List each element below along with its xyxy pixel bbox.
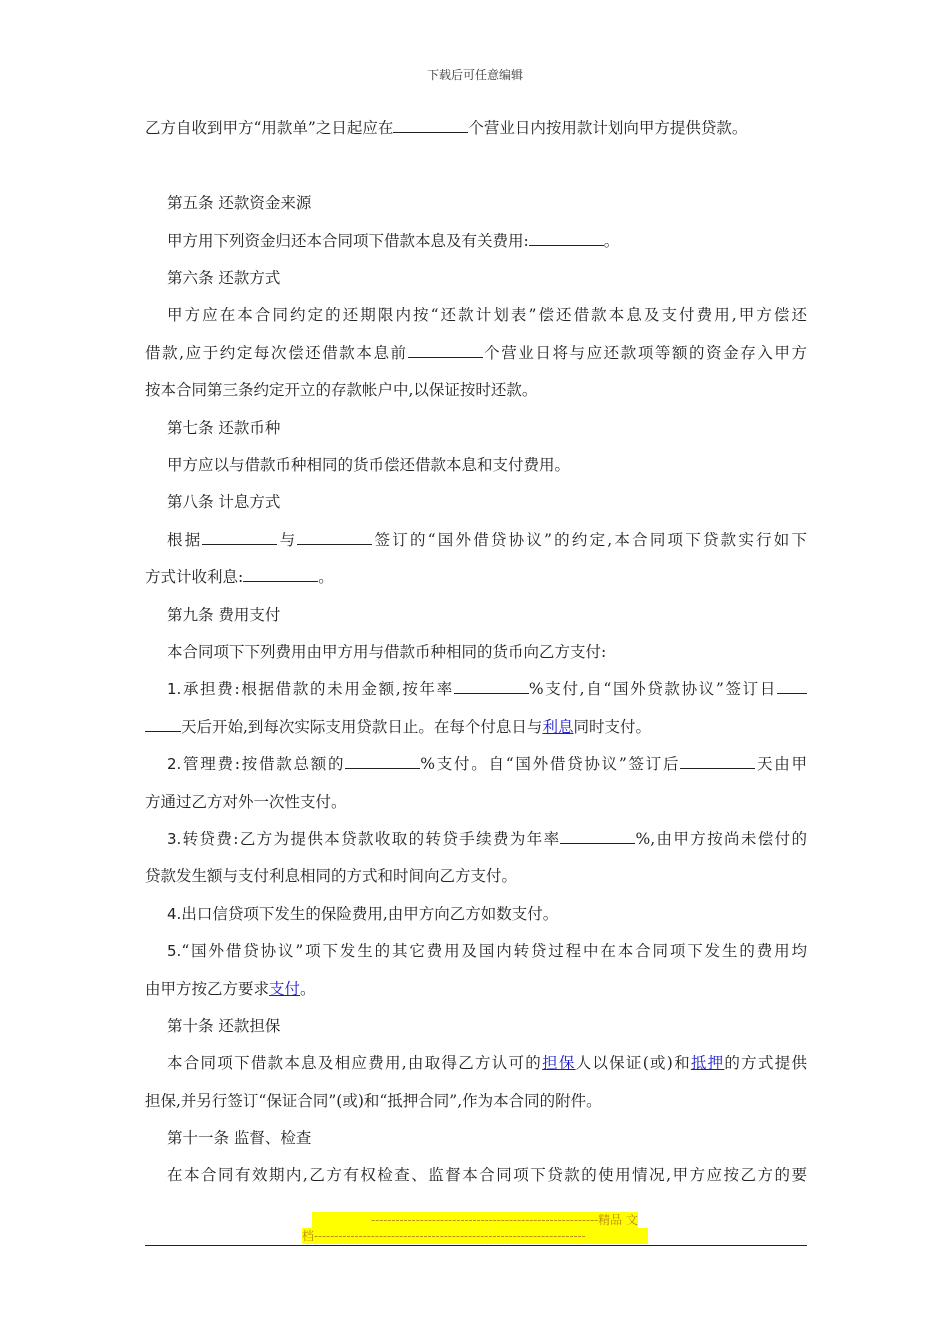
paragraph-line: 本合同项下借款本息及相应费用,由取得乙方认可的担保人以保证(或)和抵押的方式提供 (167, 1054, 807, 1072)
link-interest[interactable]: 利息 (542, 718, 574, 736)
paragraph-line: 甲方用下列资金归还本合同项下借款本息及有关费用: 。 (167, 232, 620, 250)
list-item-2: 2.管理费:按借款总额的 %支付。自“国外借贷协议”签订后 天由甲 (167, 755, 807, 773)
blank-field (393, 118, 468, 133)
paragraph-line: 担保,并另行签订“保证合同”(或)和“抵押合同”,作为本合同的附件。 (145, 1092, 602, 1110)
paragraph-line: 在本合同有效期内,乙方有权检查、监督本合同项下贷款的使用情况,甲方应按乙方的要 (167, 1166, 807, 1184)
blank-field (680, 754, 755, 769)
paragraph-line: 由甲方按乙方要求支付。 (145, 980, 316, 998)
blank-field (454, 679, 529, 694)
paragraph-line: 贷款发生额与支付利息相同的方式和时间向乙方支付。 (145, 867, 518, 885)
article-8-title: 第八条 计息方式 (167, 493, 281, 511)
paragraph-line: 甲方应在本合同约定的还期限内按“还款计划表”偿还借款本息及支付费用,甲方偿还 (167, 306, 807, 324)
page-header: 下载后可任意编辑 (426, 68, 523, 82)
blank-field (202, 530, 277, 545)
footer-rule (145, 1245, 807, 1246)
article-6-title: 第六条 还款方式 (167, 269, 281, 287)
paragraph-line: 乙方自收到甲方“用款单”之日起应在 个营业日内按用款计划向甲方提供贷款。 (145, 119, 748, 137)
paragraph-line: 方通过乙方对外一次性支付。 (145, 793, 347, 811)
paragraph-line: 方式计收利息: 。 (145, 568, 334, 586)
list-item-4: 4.出口信贷项下发生的保险费用,由甲方向乙方如数支付。 (167, 905, 559, 923)
article-9-title: 第九条 费用支付 (167, 606, 281, 624)
blank-field (243, 567, 318, 582)
footer-highlight-line-2: 档------------------------------------------------------------------- (302, 1228, 648, 1244)
blank-field (560, 829, 635, 844)
link-mortgage[interactable]: 抵押 (690, 1054, 725, 1072)
blank-field (297, 530, 372, 545)
paragraph-line: 按本合同第三条约定开立的存款帐户中,以保证按时还款。 (145, 381, 538, 399)
list-item-5: 5.“国外借贷协议”项下发生的其它费用及国内转贷过程中在本合同项下发生的费用均 (167, 942, 807, 960)
blank-field (777, 679, 807, 694)
paragraph-line: 借款,应于约定每次偿还借款本息前 个营业日将与应还款项等额的资金存入甲方 (145, 344, 807, 362)
paragraph-line: 根据 与 签订的“国外借贷协议”的约定,本合同项下贷款实行如下 (167, 531, 807, 549)
blank-field (529, 231, 604, 246)
link-payment[interactable]: 支付 (269, 980, 301, 998)
article-7-title: 第七条 还款币种 (167, 419, 281, 437)
paragraph-line: 甲方应以与借款币种相同的货币偿还借款本息和支付费用。 (167, 456, 571, 474)
list-item-3: 3.转贷费:乙方为提供本贷款收取的转贷手续费为年率 %,由甲方按尚未偿付的 (167, 830, 807, 848)
paragraph-line: 本合同项下下列费用由甲方用与借款币种相同的货币向乙方支付: (167, 643, 607, 661)
blank-field (145, 717, 181, 732)
blank-field (408, 343, 483, 358)
footer-highlight-line-1: --------------------------------------------------------精品 文 (312, 1212, 638, 1228)
article-5-title: 第五条 还款资金来源 (167, 194, 312, 212)
article-10-title: 第十条 还款担保 (167, 1017, 281, 1035)
paragraph-line: 天后开始,到每次实际支用贷款日止。在每个付息日与利息同时支付。 (145, 717, 807, 737)
list-item-1: 1.承担费:根据借款的未用金额,按年率 %支付,自“国外贷款协议”签订日 (167, 679, 807, 699)
link-guarantee[interactable]: 担保 (542, 1054, 576, 1072)
blank-field (345, 754, 420, 769)
article-11-title: 第十一条 监督、检查 (167, 1129, 312, 1147)
